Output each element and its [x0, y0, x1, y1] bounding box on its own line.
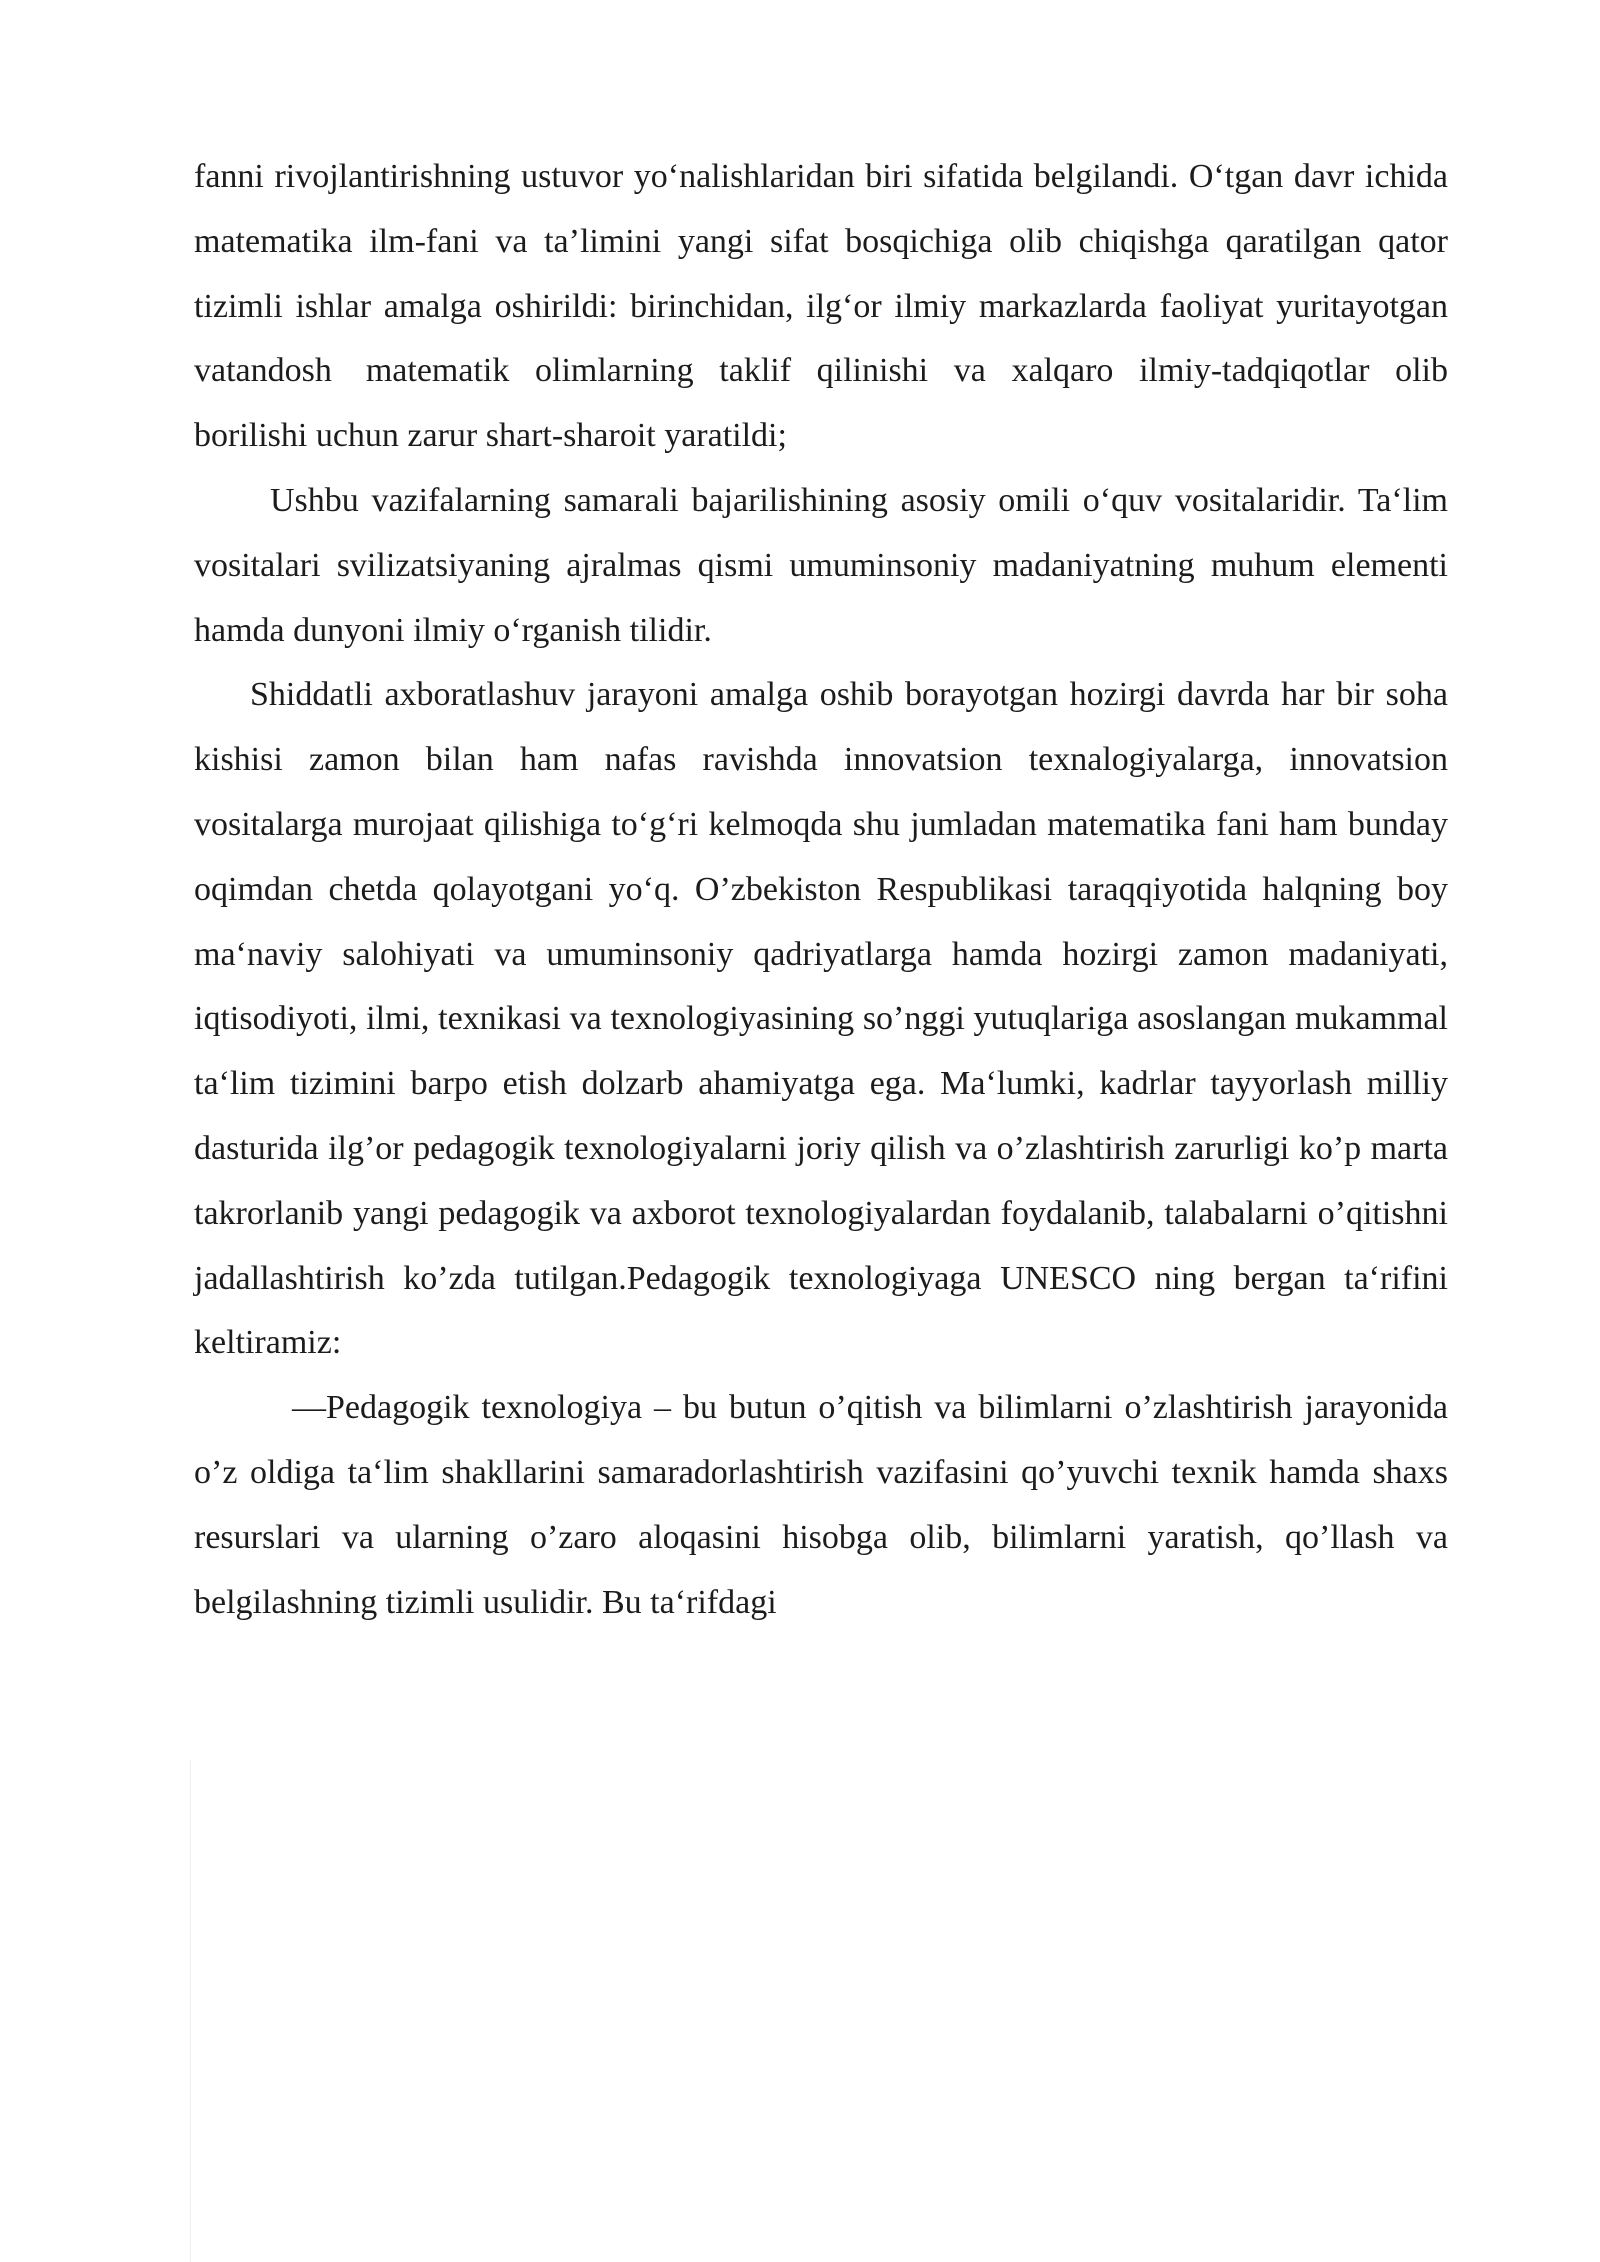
paragraph-1-part-a: fanni rivojlantirishning ustuvor yo‘nalishlaridan biri sifatida belgilandi. O‘tgan davr ichida matematika ilm-fani va ta’limini yangi sifat bosqichiga olib chiqishga qaratilgan qator tizimli ishlar amalga oshirildi: birinchidan, ilg‘or ilmiy markazlarda faoliyat yuritayotgan vatandosh — [194, 158, 1448, 390]
paragraph-3: Shiddatli axboratlashuv jarayoni amalga oshib borayotgan hozirgi davrda har bir soha kishisi zamon bilan ham nafas ravishda innovatsion texnalogiyalarga, innovatsion vositalarga murojaat qilishiga to‘g‘ri kelmoqda shu jumladan matematika fani ham bunday oqimdan chetda qolayotgani yo‘q. O’zbekiston Respublikasi taraqqiyotida halqning boy ma‘naviy salohiyati va umuminsoniy qadriyatlarga hamda hozirgi zamon madaniyati, iqtisodiyoti, ilmi, texnikasi va texnologiyasining so’nggi yutuqlariga asoslangan mukammal ta‘lim tizimini barpo etish dolzarb ahamiyatga ega. Ma‘lumki, kadrlar tayyorlash milliy dasturida ilg’or pedagogik texnologiyalarni joriy qilish va o’zlashtirish zarurligi ko’p marta takrorlanib yangi pedagogik va axborot texnologiyalardan foydalanib, talabalarni o’qitishni jadallashtirish ko’zda tutilgan.Pedagogik texnologiyaga UNESCO ning bergan ta‘rifini keltiramiz: — [194, 676, 1448, 1362]
page-edge-line — [190, 1760, 191, 2262]
paragraph-2: Ushbu vazifalarning samarali bajarilishining asosiy omili o‘quv vositalaridir. Ta‘lim vositalari svilizatsiyaning ajralmas qismi umuminsoniy madaniyatning muhum elementi hamda dunyoni ilmiy o‘rganish tilidir. — [194, 481, 1448, 649]
paragraph-4: ―Pedagogik texnologiya – bu butun o’qitish va bilimlarni o’zlashtirish jarayonida o’z oldiga ta‘lim shakllarini samaradorlashtirish vazifasini qo’yuvchi texnik hamda shaxs resurslari va ularning o’zaro aloqasini hisobga olib, bilimlarni yaratish, qo’llash va belgilashning tizimli usulidir. Bu ta‘rifdagi — [194, 1389, 1448, 1621]
paragraph-1-part-b: matematik olimlarning taklif qilinishi va xalqaro ilmiy-tadqiqotlar olib borilishi uchun zarur shart-sharoit yaratildi; — [194, 352, 1448, 455]
paragraph-1 — [194, 145, 1448, 469]
document-body — [194, 145, 1448, 1635]
